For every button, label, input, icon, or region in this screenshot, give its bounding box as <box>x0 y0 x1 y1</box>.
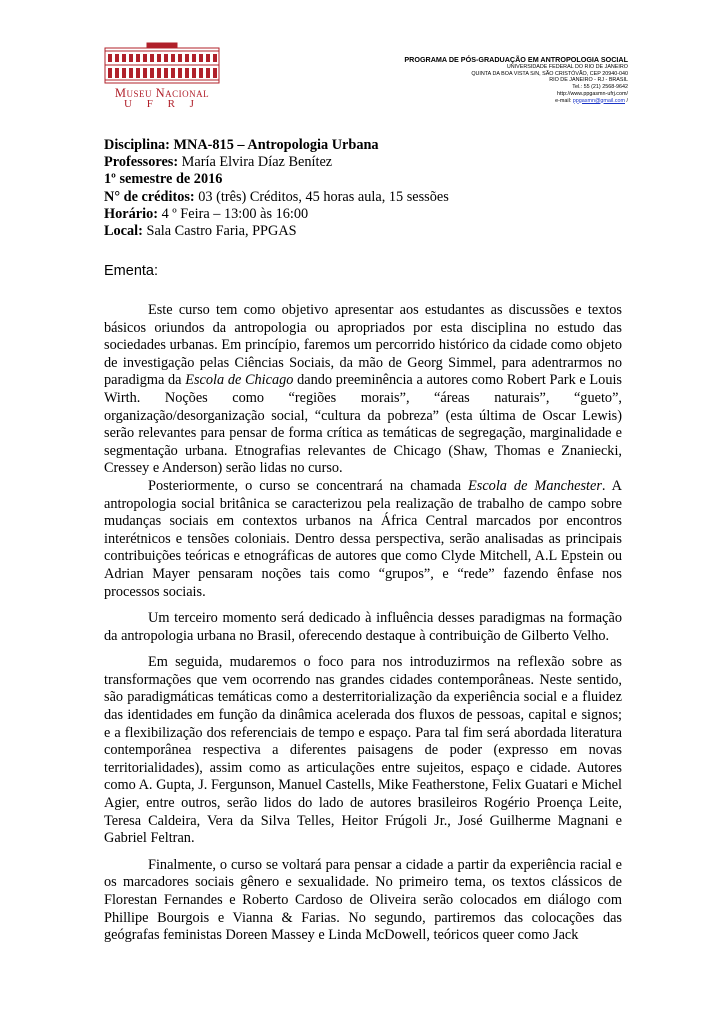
ementa-heading: Ementa: <box>104 263 158 279</box>
logo-name: Museu Nacional <box>114 86 210 100</box>
local-value: Sala Castro Faria, PPGAS <box>142 223 297 240</box>
logo-ufrj: U F R J <box>124 98 200 110</box>
institution-header <box>298 55 628 104</box>
course-info <box>104 137 624 240</box>
professores-label: Professores: <box>104 154 179 171</box>
email-prefix: e-mail: <box>555 97 573 104</box>
museum-building-icon <box>103 40 221 86</box>
professores-line <box>104 154 624 171</box>
creditos-label: N° de créditos: <box>104 188 195 205</box>
paragraph-1 <box>104 302 622 478</box>
semestre-label: 1º semestre de 2016 <box>104 171 223 188</box>
address-line-2: RIO DE JANEIRO - RJ - BRASIL <box>549 77 628 84</box>
email-line <box>298 98 628 105</box>
horario-value: 4 º Feira – 13:00 às 16:00 <box>158 205 309 222</box>
semestre-line <box>104 171 624 188</box>
program-name: PROGRAMA DE PÓS-GRADUAÇÃO EM ANTROPOLOGIA SOCIAL <box>404 55 628 64</box>
disciplina-label: Disciplina: MNA-815 – Antropologia Urbana <box>104 137 379 153</box>
email-suffix: / <box>625 97 628 104</box>
horario-line <box>104 206 624 223</box>
disciplina-line <box>104 137 624 154</box>
paragraph-1-text-a: Este curso tem como objetivo apresentar aos estudantes as discussões e textos básicos oriundos da antropologia ou apropriados por esta disciplina no estudo das sociedades urbanas. Em princípio, faremos um percorrido histórico da cidade como objeto de investigação pelas Ciências Sociais, da mão de Georg Simmel, para adentrarmos no paradigma da <box>104 302 622 389</box>
escola-chicago-italic: Escola de Chicago <box>185 372 294 389</box>
paragraph-2-text-a: Posteriormente, o curso se concentrará na chamada <box>148 477 469 494</box>
escola-manchester-italic: Escola de Manchester <box>468 477 602 494</box>
creditos-line <box>104 189 624 206</box>
paragraph-4: Em seguida, mudaremos o foco para nos introduzirmos na reflexão sobre as transformações que vem ocorrendo nas grandes cidades contemporâneas. Neste sentido, são paradigmáticas temáticas como a desterritorialização da experiência social e a fluidez das identidades em função da dinâmica acelerada dos fluxos de pessoas, capital e signos; e a flexibilização dos referenciais de tempo e espaço. Para tal fim será abordada literatura contemporânea respectiva a diferentes paisagens de poder (expresso em novas territorialidades), assim como as articulações entre sujeitos, espaço e cidade. Autores como A. Gupta, J. Fergunson, Manuel Castells, Mike Featherstone, Felix Guatari e Michel Agier, entre outros, serão lidos do lado de autores brasileiros Rogério Proença Leite, Teresa Caldeira, Vera da Silva Telles, Heitor Frúgoli Jr., José Guilherme Magnani e Gabriel Feltran. <box>104 654 622 847</box>
paragraph-2 <box>104 478 622 601</box>
professores-value: María Elvira Díaz Benítez <box>178 154 333 171</box>
museu-nacional-logo <box>103 40 221 110</box>
local-line <box>104 223 624 240</box>
paragraph-1-text-b: dando preeminência a autores como Robert Park e Louis Wirth. Noções como “regiões morais”, “áreas naturais”, “gueto”, organização/desorganização social, “cultura da pobreza” (esta última de Oscar Lewis) serão relevantes para pensar de forma crítica as temáticas de segregação, marginalidade e segmentação urbana. Etnografias relevantes de Chicago (Shaw, Thomas e Znaniecki, Cressey e Anderson) serão lidas no curso. <box>104 372 622 477</box>
phone: Tel.: 55 (21) 2568-9642 <box>572 84 628 91</box>
paragraph-5: Finalmente, o curso se voltará para pensar a cidade a partir da experiência racial e os marcadores sociais gênero e sexualidade. No primeiro tema, os textos clássicos de Florestan Fernandes e Roberto Cardoso de Oliveira serão colocados em diálogo com Phillipe Bourgois e Vianna & Farias. No segundo, partiremos das colocações das geógrafas feministas Doreen Massey e Linda McDowell, teóricos queer como Jack <box>104 856 622 944</box>
paragraph-3: Um terceiro momento será dedicado à influência desses paradigmas na formação da antropologia urbana no Brasil, oferecendo destaque à contribuição de Gilberto Velho. <box>104 610 622 644</box>
ementa-body <box>104 302 622 945</box>
local-label: Local: <box>104 223 143 240</box>
email-link[interactable]: ppgasmn@gmail.com <box>572 97 625 104</box>
creditos-value: 03 (três) Créditos, 45 horas aula, 15 sessões <box>194 188 449 205</box>
website-link[interactable]: http://www.ppgasmn-ufrj.com/ <box>556 90 628 97</box>
address-line-1: QUINTA DA BOA VISTA S/N, SÃO CRISTÓVÃO, CEP 20940-040 <box>471 70 628 77</box>
horario-label: Horário: <box>104 205 158 222</box>
paragraph-2-text-b: . A antropologia social britânica se caracterizou pela realização de trabalho de campo sobre mudanças sociais em contextos urbanos na África Central marcados por encontros interétnicos e tensões coloniais. Dentro dessa perspectiva, serão analisadas as principais contribuições teóricas e etnográficas de autores que como Clyde Mitchell, A.L Epstein ou Adrian Mayer pensaram noções tais como “grupos”, e “rede” fazendo ênfase nos processos sociais. <box>104 477 623 600</box>
university-name: UNIVERSIDADE FEDERAL DO RIO DE JANEIRO <box>506 64 628 70</box>
